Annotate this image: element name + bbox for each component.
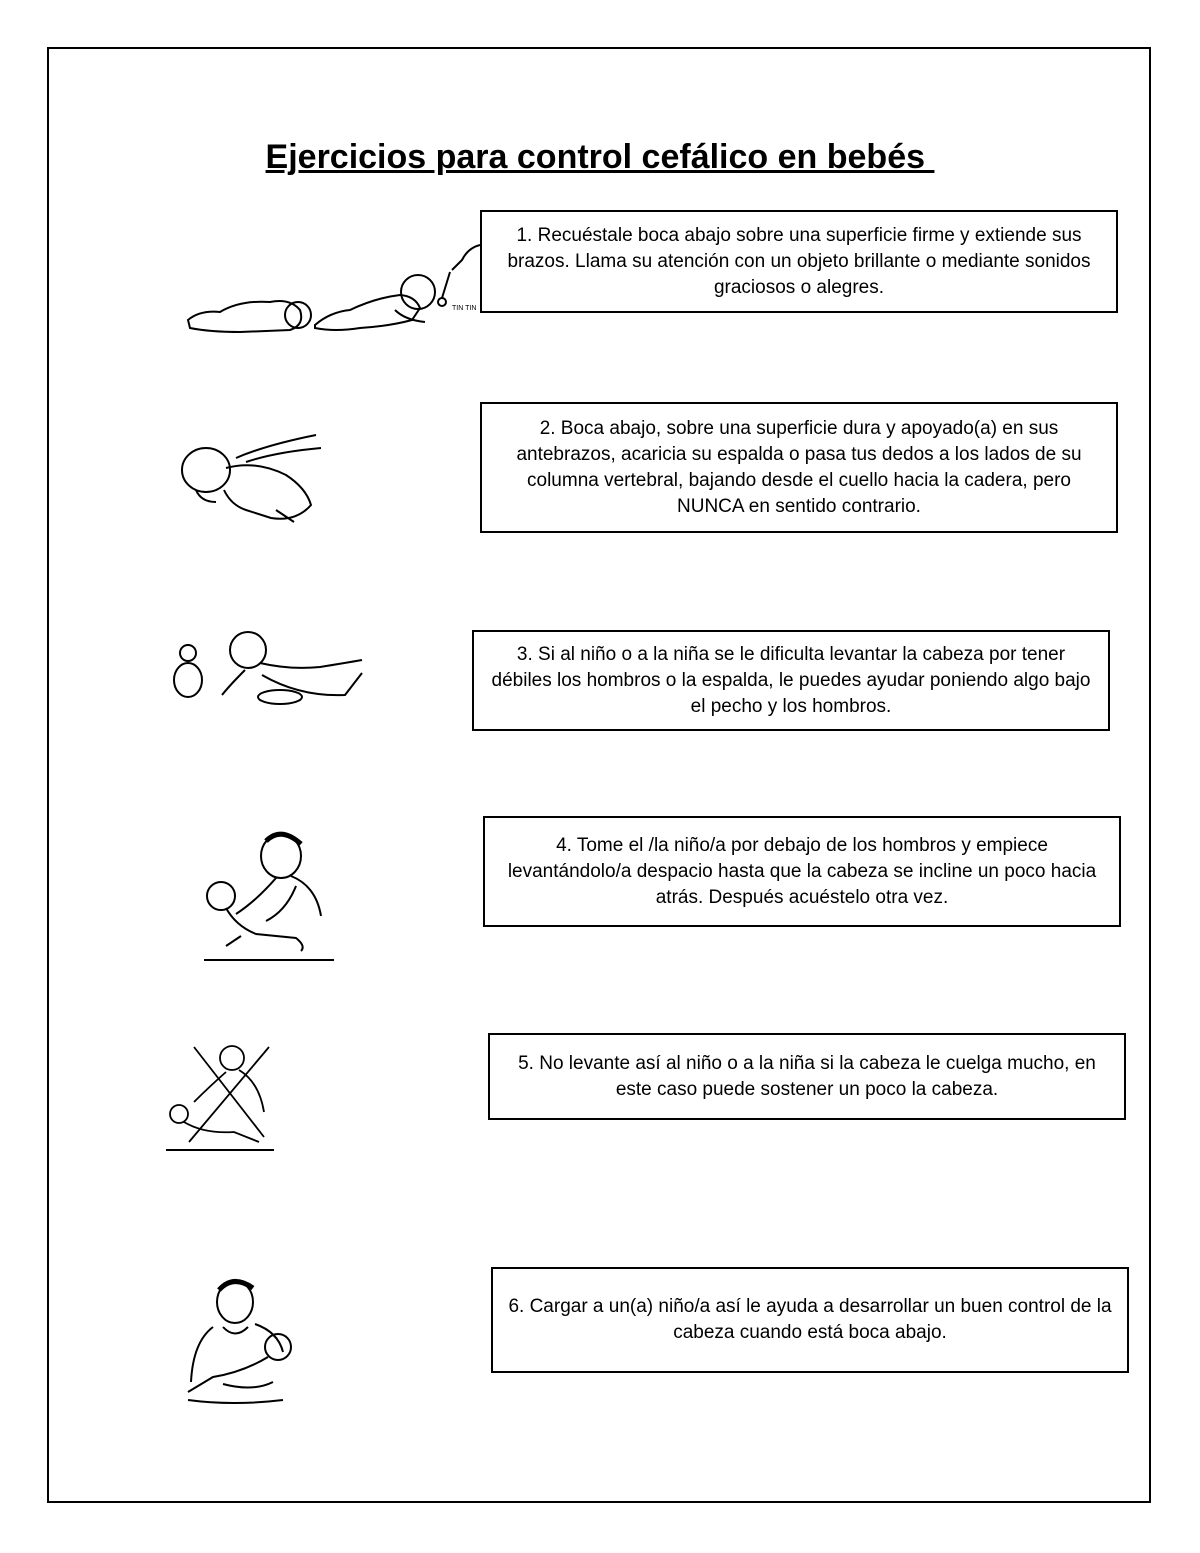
step-1-text: 1. Recuéstale boca abajo sobre una superficie firme y extiende sus brazos. Llama su atención con un objeto brillante o mediante sonidos graciosos o alegres.: [507, 224, 1091, 298]
step-3-box: [472, 630, 1110, 731]
step-4-box: [483, 816, 1121, 927]
step-6-text: 6. Cargar a un(a) niño/a así le ayuda a desarrollar un buen control de la cabeza cuando está boca abajo.: [508, 1296, 1112, 1343]
step-2-box: [480, 402, 1118, 533]
mother-lifting-baby-illustration: [196, 826, 341, 966]
mother-carrying-baby-illustration: [183, 1272, 298, 1412]
step-3-text: 3. Si al niño o a la niña se le dificulta levantar la cabeza por tener débiles los hombros o la espalda, le puedes ayudar poniendo algo bajo el pecho y los hombros.: [491, 643, 1091, 717]
step-6-box: [491, 1267, 1129, 1373]
step-4-text: 4. Tome el /la niño/a por debajo de los hombros y empiece levantándolo/a despacio hasta que la cabeza se incline un poco hacia atrás. Después acuéstelo otra vez.: [507, 834, 1097, 908]
step-5-text: 5. No levante así al niño o a la niña si la cabeza le cuelga mucho, en este caso puede sostener un poco la cabeza.: [518, 1052, 1096, 1100]
baby-chest-support-illustration: [170, 625, 370, 710]
crossed-out-lifting-illustration: [164, 1042, 279, 1157]
baby-back-stroke-illustration: [176, 430, 326, 530]
sound-effect-text: TIN TIN: [452, 305, 477, 312]
step-5-box: [488, 1033, 1126, 1120]
page-title: Ejercicios para control cefálico en bebés: [265, 138, 935, 176]
step-2-text: 2. Boca abajo, sobre una superficie dura y apoyado(a) en sus antebrazos, acaricia su espalda o pasa tus dedos a los lados de su columna vertebral, bajando desde el cuello hacia la cadera, pero NUNCA en sentido contrario.: [516, 417, 1082, 517]
baby-prone-rattle-illustration: [180, 240, 480, 345]
step-1-box: [480, 210, 1118, 313]
